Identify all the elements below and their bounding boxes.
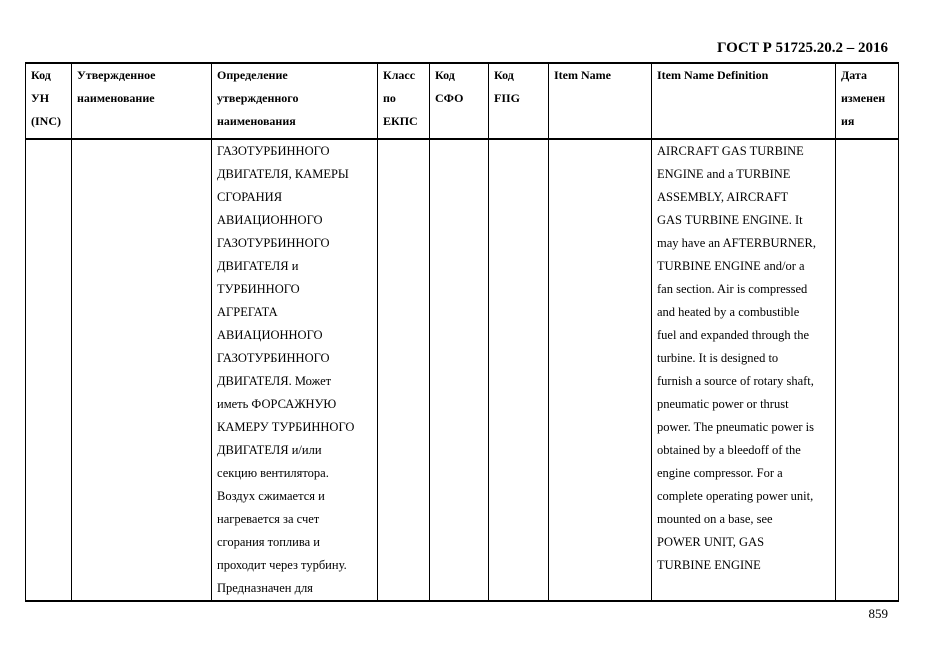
- nomenclature-table: [25, 62, 899, 602]
- header-item-name: Item Name: [549, 63, 652, 139]
- header-fiig-code: Код FIIG: [489, 63, 549, 139]
- table-header-row: [26, 63, 899, 139]
- header-item-name-definition: Item Name Definition: [652, 63, 836, 139]
- document-standard-header: ГОСТ Р 51725.20.2 – 2016: [716, 40, 888, 56]
- cell-fiig-code: [489, 139, 549, 601]
- header-approved-name: Утвержденное наименование: [72, 63, 212, 139]
- header-change-date: Дата изменен ия: [836, 63, 899, 139]
- cell-supply-class: [378, 139, 430, 601]
- cell-item-name-definition: AIRCRAFT GAS TURBINE ENGINE and a TURBINE ASSEMBLY, AIRCRAFT GAS TURBINE ENGINE. It may have an AFTERBURNER, TURBINE ENGINE and/or a fan section. Air is compressed and heated by a combustible fuel and expanded through the turbine. It is designed to furnish a source of rotary shaft, pneumatic power or thrust power. The pneumatic power is obtained by a bleedoff of the engine compressor. For a complete operating power unit, mounted on a base, see POWER UNIT, GAS TURBINE ENGINE: [652, 139, 836, 601]
- cell-change-date: [836, 139, 899, 601]
- cell-sfo-code: [430, 139, 489, 601]
- table-row: [26, 139, 899, 601]
- header-supply-class: Класс по ЕКПС: [378, 63, 430, 139]
- cell-definition-ru: ГАЗОТУРБИННОГО ДВИГАТЕЛЯ, КАМЕРЫ СГОРАНИЯ АВИАЦИОННОГО ГАЗОТУРБИННОГО ДВИГАТЕЛЯ и ТУРБИННОГО АГРЕГАТА АВИАЦИОННОГО ГАЗОТУРБИННОГО ДВИГАТЕЛЯ. Может иметь ФОРСАЖНУЮ КАМЕРУ ТУРБИННОГО ДВИГАТЕЛЯ и/или секцию вентилятора. Воздух сжимается и нагревается за счет сгорания топлива и проходит через турбину. Предназначен для: [212, 139, 378, 601]
- cell-item-name: [549, 139, 652, 601]
- header-inc-code: Код УН (INC): [26, 63, 72, 139]
- header-name-definition-ru: Определение утвержденного наименования: [212, 63, 378, 139]
- page-number: 859: [868, 606, 888, 621]
- cell-inc-code: [26, 139, 72, 601]
- header-sfo-code: Код СФО: [430, 63, 489, 139]
- cell-approved-name: [72, 139, 212, 601]
